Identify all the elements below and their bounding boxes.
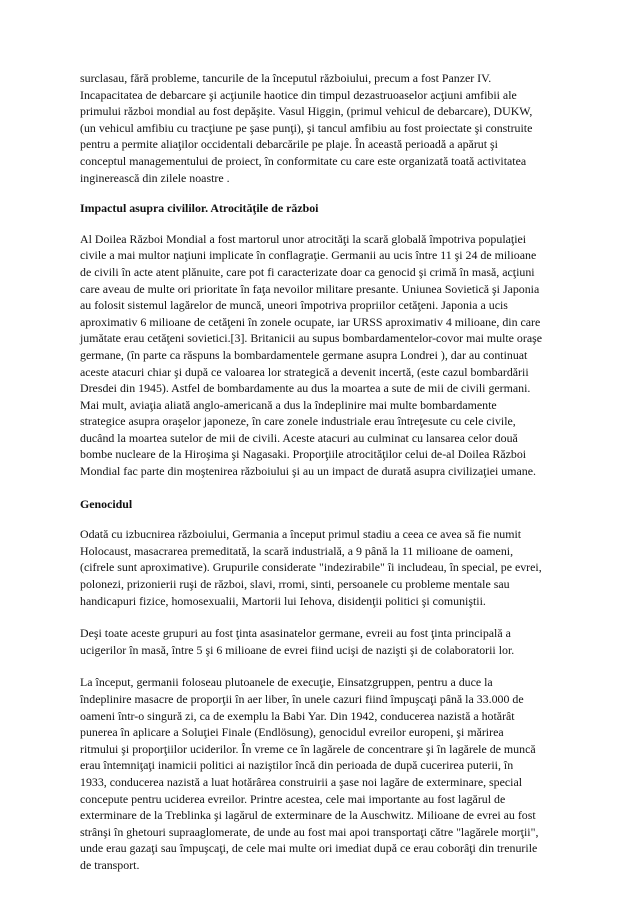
genocide-paragraph-1: Odată cu izbucnirea războiului, Germania a început primul stadiu a ceea ce avea să fie numit Holocaust, masacrarea premeditată, la scară industrială, a 9 până la 11 milioane de oameni, (cifrele sunt aproximative). Grupurile considerate "indezirabile" îi includeau, în special, pe evrei, polonezi, prizonierii ruşi de război, slavi, rromi, sinti, persoanele cu probleme mentale sau handicapuri fizice, homosexualii, Martorii lui Iehova, disidenţii politici şi comuniştii. [80, 527, 542, 608]
civilians-paragraph: Al Doilea Război Mondial a fost martorul unor atrocităţi la scară globală împotriva populaţiei civile a mai multor naţiuni implicate în conflagraţie. Germanii au ucis între 11 şi 24 de milioane de civili în acte atent plănuite, care pot fi caracterizate doar ca genocid şi crimă în masă, acţiuni care aveau de multe ori prioritate în faţa nevoilor militare presante. Uniunea Sovietică şi Japonia au folosit sistemul lagărelor de muncă, uneori împotriva propriilor cetăţeni. Japonia a ucis aproximativ 6 milioane de cetăţeni în zonele ocupate, iar URSS aproximativ 4 milioane, din care jumătate erau cetăţeni sovietici.[3]. Britanicii au supus bombardamentelor-covor mai multe oraşe germane, (în parte ca răspuns la bombardamentele germane asupra Londrei ), dar au continuat aceste atacuri chiar şi după ce valoarea lor strategică a devenit incertă, (este cazul bombardării Dresdei din 1945). Astfel de bombardamente au dus la moartea a sute de mii de civili germani. Mai mult, aviaţia aliată anglo-americană a dus la îndeplinire mai multe bombardamente strategice asupra oraşelor japoneze, în care zonele industriale erau întreţesute cu cele civile, ducând la moartea sutelor de mii de civili. Aceste atacuri au culminat cu lansarea celor două bombe nucleare de la Hiroşima şi Nagasaki. Proporţiile atrocităţilor celui de-al Doilea Război Mondial fac parte din moştenirea războiului şi au un impact de durată asupra civilizaţiei umane. [80, 231, 543, 479]
section-heading-genocide: Genocidul [80, 496, 133, 511]
section-heading-civilians: Impactul asupra civililor. Atrocităţile de război [80, 201, 319, 216]
genocide-paragraph-3: La început, germanii foloseau plutoanele de execuţie, Einsatzgruppen, pentru a duce la îndeplinire masacre de proporţii în aer liber, în unele cazuri fiind împuşcaţi până la 33.000 de oameni într-o singură zi, ca de exemplu la Babi Yar. Din 1942, conducerea nazistă a hotărât punerea în aplicare a Soluţiei Finale (Endlösung), genocidul evreilor europeni, şi mărirea ritmului şi proporţiilor uciderilor. În vreme ce în lagărele de concentrare şi în lagărele de muncă erau întemniţaţi inamicii politici ai naziştilor încă din perioada de după cucerirea puterii, în 1933, conducerea nazistă a luat hotărârea construirii a şase noi lagăre de exterminare, special concepute pentru uciderea evreilor. Printre acestea, cele mai importante au fost lagărul de exterminare de la Treblinka şi lagărul de exterminare de la Auschwitz. Milioane de evrei au fost strânşi în ghetouri supraaglomerate, de unde au fost mai apoi transportaţi către "lagărele morţii", unde erau gazaţi sau împuşcaţi, de cele mai multe ori imediat după ce erau coborâţi din trenurile de transport. [80, 675, 539, 872]
genocide-paragraph-2: Deşi toate aceste grupuri au fost ţinta asasinatelor germane, evreii au fost ţinta principală a ucigerilor în masă, între 5 şi 6 milioane de evrei fiind ucişi de nazişti şi de colaboratorii lor. [80, 626, 515, 657]
intro-paragraph: surclasau, fără probleme, tancurile de la începutul războiului, precum a fost Panzer IV. Incapacitatea de debarcare şi acţiunile haotice din timpul dezastruoaselor acţiuni amfibii ale primului război mondial au fost depăşite. Vasul Higgin, (primul vehicul de debarcare), DUKW, (un vehicul amfibiu cu tracţiune pe şase punţi), şi tancul amfibiu au fost proiectate şi construite pentru a permite aliaţilor occidentali debarcările pe plaje. În această perioadă a apărut şi conceptul managementului de proiect, în conformitate cu care este organizată toată activitatea inginerească din zilele noastre . [80, 71, 533, 185]
